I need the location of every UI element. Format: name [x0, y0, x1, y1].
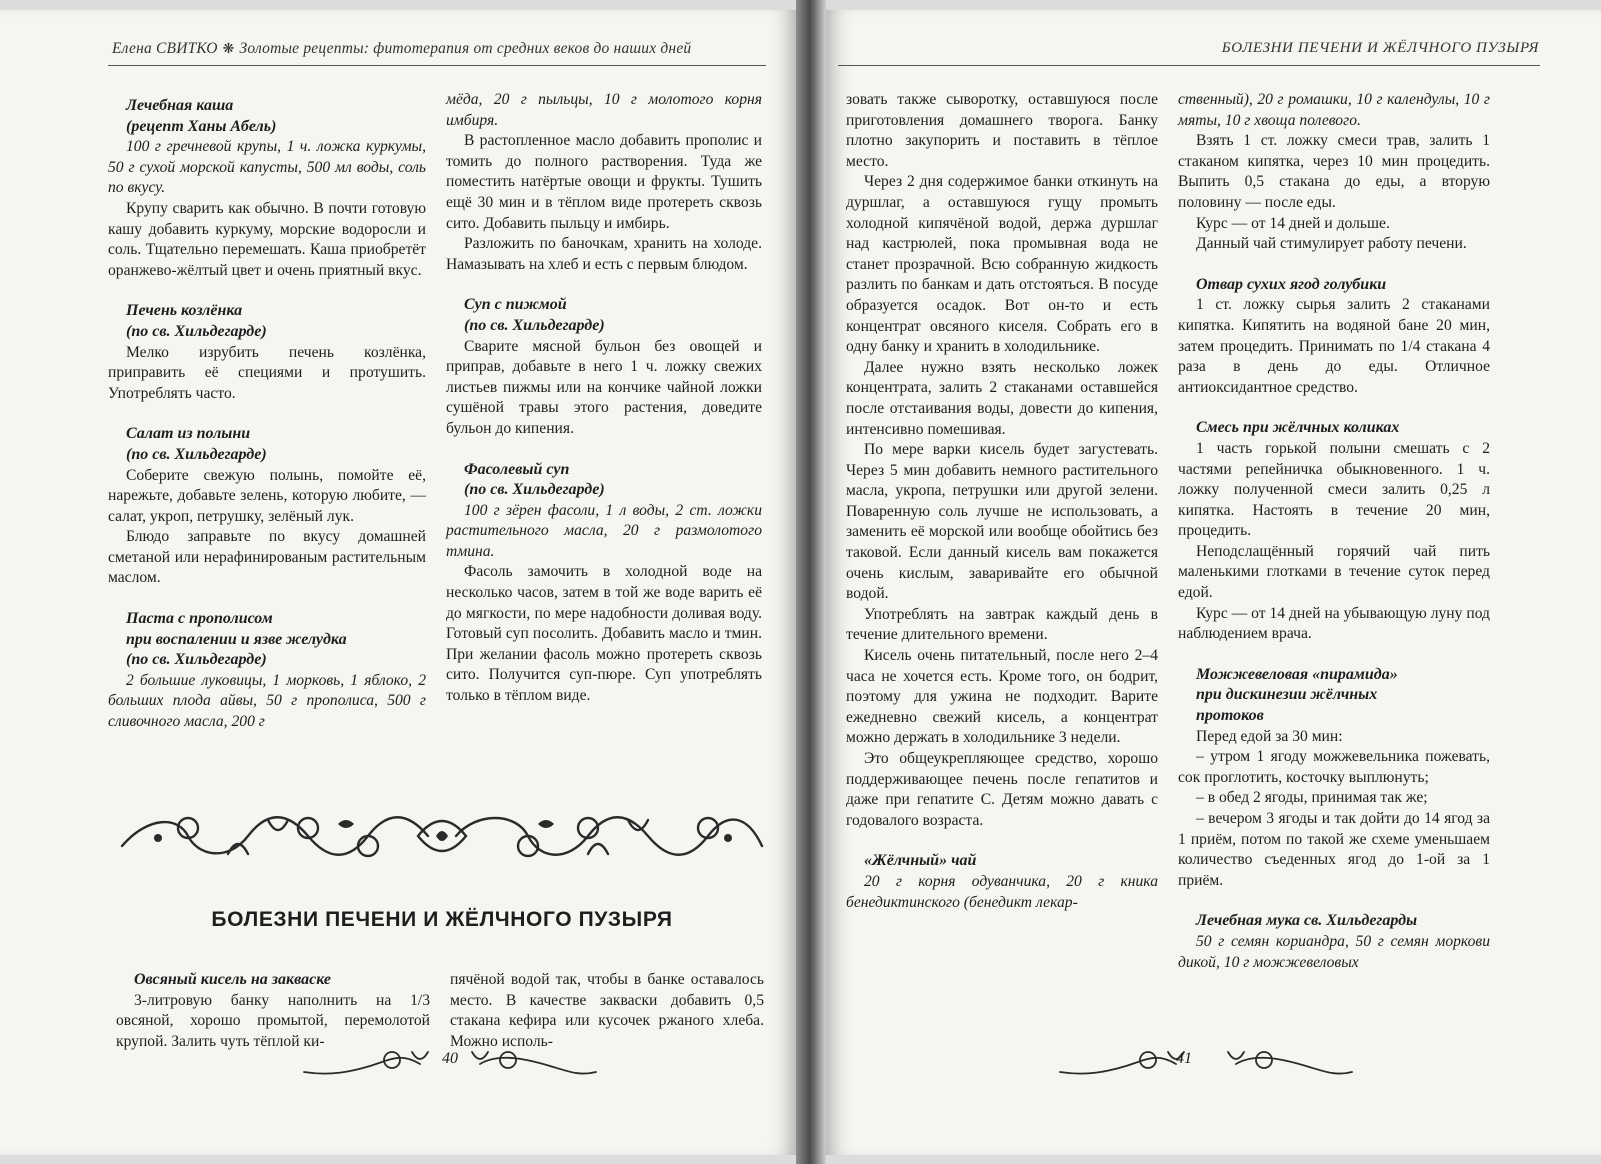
- section-title: БОЛЕЗНИ ПЕЧЕНИ И ЖЁЛЧНОГО ПУЗЫРЯ: [211, 908, 673, 931]
- recipe-title: Овсяный кисель на закваске: [134, 971, 331, 988]
- recipe-subtitle: (по св. Хильдегарде): [126, 651, 267, 669]
- left-column-3: [116, 970, 430, 1052]
- footer-ornament-icon: [1056, 1042, 1356, 1082]
- ingredients-continued: мёда, 20 г пыльцы, 10 г молотого корня имбиря.: [446, 91, 762, 129]
- left-running-head: [112, 40, 691, 58]
- running-head-author: Елена СВИТКО: [112, 40, 218, 57]
- floral-ornament-icon: [118, 806, 766, 868]
- left-column-2: [446, 90, 762, 707]
- recipe-subtitle: при дискинезии жёлчных: [1196, 686, 1378, 704]
- header-rule: [108, 65, 766, 66]
- paragraph-continued: зовать также сыворотку, оставшуюся после приготовления домашнего творога. Банку плотно закупорить и поставить в тёплое место.: [846, 91, 1158, 170]
- recipe-subtitle: протоков: [1196, 707, 1264, 725]
- paragraph: Блюдо заправьте по вкусу домашней сметаной или нерафинированым растительным маслом.: [108, 528, 426, 587]
- recipe-title: Лечебная каша: [126, 97, 234, 114]
- paragraph: Данный чай стимулирует работу печени.: [1196, 235, 1467, 253]
- paragraph: Крупу сварить как обычно. В почти готовую кашу добавить куркуму, морские водоросли и соль. Тщательно перемешать. Каша приобретёт оранжево-жёлтый цвет и очень приятный вкус.: [108, 199, 426, 279]
- book-gutter: [796, 0, 826, 1164]
- ingredients: 2 большие луковицы, 1 морковь, 1 яблоко, 2 больших плода айвы, 50 г прополиса, 500 г сливочного масла, 200 г: [108, 671, 426, 731]
- paragraph-continued: пячёной водой так, чтобы в банке оставалось место. В качестве закваски добавить 0,5 стакана кефира или кусочек ржаного хлеба. Можно исполь-: [450, 971, 764, 1050]
- left-column-4: [450, 970, 764, 1052]
- list-item: – в обед 2 ягоды, принимая так же;: [1196, 789, 1428, 807]
- ingredients: 20 г корня одуванчика, 20 г кника бенедиктинского (бенедикт лекар-: [846, 872, 1158, 911]
- paragraph: Курс — от 14 дней на убывающую луну под наблюдением врача.: [1178, 604, 1490, 643]
- recipe-subtitle: при воспалении и язве желудка: [126, 630, 347, 648]
- star-icon: ❋: [222, 42, 235, 57]
- ingredients: 100 г гречневой крупы, 1 ч. ложка куркумы, 50 г сухой морской капусты, 500 мл воды, соль по вкусу.: [108, 138, 426, 197]
- ingredients: 100 г зёрен фасоли, 1 л воды, 2 ст. ложки растительного масла, 20 г размолотого тмина.: [446, 501, 762, 560]
- paragraph: Неподслащённый горячий чай пить маленькими глотками в течение суток перед едой.: [1178, 542, 1490, 602]
- ingredients: 50 г семян кориандра, 50 г семян моркови дикой, 10 г можжевеловых: [1178, 932, 1490, 971]
- paragraph: Курс — от 14 дней и дольше.: [1196, 214, 1390, 232]
- recipe-title: Фасолевый суп: [464, 460, 570, 478]
- running-head-book-title: Золотые рецепты: фитотерапия от средних веков до наших дней: [239, 40, 692, 57]
- paragraph: 3-литровую банку наполнить на 1/3 овсяной, хорошо промытой, перемолотой крупой. Залить чуть тёплой ки-: [116, 991, 430, 1050]
- recipe-title: «Жёлчный» чай: [864, 852, 977, 870]
- recipe-title: Паста с прополисом: [126, 610, 273, 628]
- paragraph: Далее нужно взять несколько ложек концентрата, залить 2 стаканами оставшейся после отстаивания воды, довести до кипения, интенсивно помешивая.: [846, 358, 1158, 438]
- paragraph: Соберите свежую полынь, помойте её, нарежьте, добавьте зелень, которую любите, — салат, укроп, петрушку, зелёный лук.: [108, 466, 426, 525]
- recipe-subtitle: (по св. Хильдегарде): [126, 445, 267, 463]
- list-item: – утром 1 ягоду можжевельника пожевать, сок проглотить, косточку выплюнуть;: [1178, 748, 1490, 786]
- paragraph: Фасоль замочить в холодной воде на несколько часов, затем в той же воде варить её до мягкости, по мере надобности доливая воду. Готовый суп посолить. Добавить масло и тмин. При желании фасоль можно протереть сквозь сито. Получится суп-пюре. Суп употреблять только в тёплом виде.: [446, 563, 762, 705]
- header-rule: [838, 65, 1540, 66]
- recipe-title: Печень козлёнка: [126, 302, 243, 320]
- recipe-subtitle: (рецепт Ханы Абель): [126, 117, 277, 135]
- right-running-head: БОЛЕЗНИ ПЕЧЕНИ И ЖЁЛЧНОГО ПУЗЫРЯ: [1221, 40, 1539, 56]
- left-page: [0, 10, 796, 1155]
- recipe-title: Лечебная мука св. Хильдегарды: [1196, 912, 1418, 930]
- paragraph: Взять 1 ст. ложку смеси трав, залить 1 стаканом кипятка, через 10 мин процедить. Выпить 0,5 стакана до еды, а вторую половину — после еды.: [1178, 132, 1490, 211]
- paragraph: В растопленное масло добавить прополис и томить до полного растворения. Туда же поместить натёртые овощи и фрукты. Тушить ещё 30 мин и в тёплом виде протереть сквозь сито. Добавить пыльцу и имбирь.: [446, 132, 762, 232]
- right-column-1: [846, 90, 1158, 913]
- recipe-subtitle: (по св. Хильдегарде): [464, 481, 605, 499]
- page-number: 41: [1176, 1050, 1192, 1067]
- paragraph: Перед едой за 30 мин:: [1196, 727, 1343, 745]
- paragraph: Сварите мясной бульон без овощей и приправ, добавьте в него 1 ч. ложку свежих листьев пижмы или на кончике чайной ложки сушёной травы этого растения, доведите бульон до кипения.: [446, 337, 762, 437]
- paragraph: По мере варки кисель будет загустевать. Через 5 мин добавить немного растительного масла, укропа, петрушки или другой зелени. Поваренную соль лучше не использовать, а заменить её морской или вообще обойтись без таковой. Если данный кисель вам покажется очень кислым, заваривайте его обычной водой.: [846, 441, 1158, 603]
- paragraph: Это общеукрепляющее средство, хорошо поддерживающее печень после гепатитов и даже при гепатите С. Детям можно давать с годовалого возраста.: [846, 750, 1158, 829]
- page-number: 40: [442, 1050, 458, 1067]
- paragraph: 1 часть горькой полыни смешать с 2 частями репейничка обыкновенного. 1 ч. ложку полученной смеси залить 0,25 л кипятка. Настоять в течение 20 мин, процедить.: [1178, 439, 1490, 540]
- recipe-title: Смесь при жёлчных коликах: [1196, 419, 1400, 437]
- left-column-1: [108, 96, 426, 733]
- ingredients-continued: ственный), 20 г ромашки, 10 г календулы, 10 г мяты, 10 г хвоща полевого.: [1178, 91, 1490, 129]
- paragraph: Кисель очень питательный, после него 2–4 часа не хочется есть. Кроме того, он бодрит, поэтому для ужина не подходит. Варите ежедневно свежий кисель, а концентрат можно держать в холодильнике 3 недели.: [846, 647, 1158, 747]
- paragraph: 1 ст. ложку сырья залить 2 стаканами кипятка. Кипятить на водяной бане 20 мин, затем процедить. Принимать по 1/4 стакана 4 раза в день до еды. Отличное антиоксидантное средство.: [1178, 296, 1490, 396]
- recipe-title: Салат из полыни: [126, 425, 251, 443]
- paragraph: Через 2 дня содержимое банки откинуть на дуршлаг, а оставшуюся гущу промыть холодной кипячёной водой, держа дуршлаг над кастрюлей, пока промывная вода не станет прозрачной. Всю собранную жидкость разлить по банкам и дать отстояться. В посуде образуется осадок. Вот он-то и есть концентрат овсяного киселя. Собрать его в одну банку и хранить в холодильнике.: [846, 173, 1158, 356]
- right-page: [826, 10, 1601, 1155]
- right-column-2: [1178, 90, 1490, 973]
- list-item: – вечером 3 ягоды и так дойти до 14 ягод за 1 приём, потом по такой же схеме уменьшаем количество съеденных ягод до 1-ой за 1 приём.: [1178, 810, 1490, 889]
- recipe-subtitle: (по св. Хильдегарде): [126, 322, 267, 340]
- paragraph: Разложить по баночкам, хранить на холоде. Намазывать на хлеб и есть с первым блюдом.: [446, 235, 762, 273]
- paragraph: Употреблять на завтрак каждый день в течение длительного времени.: [846, 605, 1158, 644]
- recipe-title: Суп с пижмой: [464, 296, 567, 314]
- recipe-subtitle: (по св. Хильдегарде): [464, 316, 605, 334]
- recipe-title: Отвар сухих ягод голубики: [1196, 275, 1387, 293]
- paragraph: Мелко изрубить печень козлёнка, приправить её специями и протушить. Употреблять часто.: [108, 343, 426, 402]
- recipe-title: Можжевеловая «пирамида»: [1196, 665, 1398, 683]
